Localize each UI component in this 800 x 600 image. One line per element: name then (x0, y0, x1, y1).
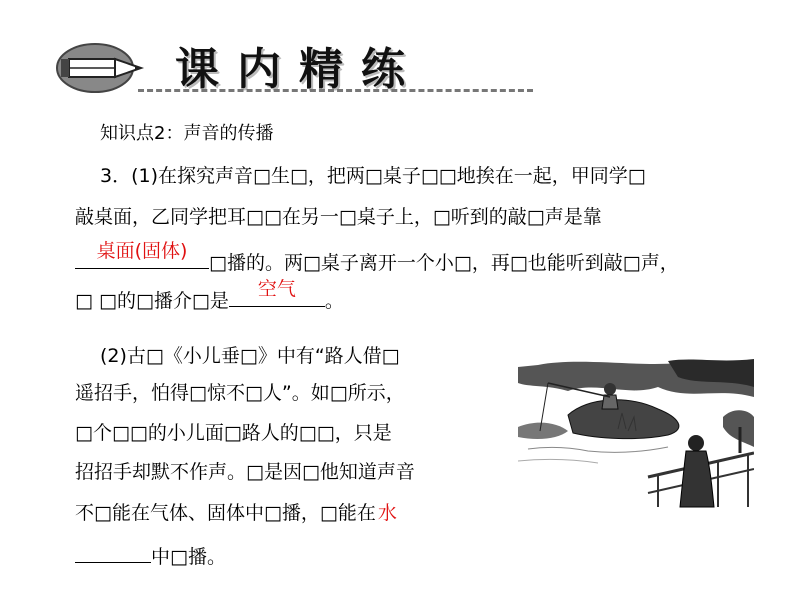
header-title: 课内精练 (175, 44, 423, 95)
header (0, 0, 800, 110)
q3-line4-end: 。 (324, 290, 344, 312)
answer-text-1: 桌面(固体) (96, 240, 188, 262)
q3-line4-text: □ □的□播介□是 (75, 290, 229, 312)
section-title: 知识点2：声音的传播 (100, 123, 274, 144)
q3p2-line3: □个□□的小儿面□路人的□□，只是 (75, 422, 392, 444)
answer-blank-3 (75, 540, 151, 563)
answer-blank-2 (229, 278, 325, 307)
q3-line3-text: □播的。两□桌子离开一个小□，再□也能听到敲□声， (209, 252, 679, 274)
pencil-icon (55, 42, 153, 94)
q3-line4 (75, 278, 344, 314)
fishing-child-illustration (518, 357, 754, 509)
header-divider (138, 89, 533, 92)
q3p2-line6 (75, 540, 226, 570)
q3p2-line4: 招招手却默不作声。□是因□他知道声音 (75, 461, 415, 483)
answer-text-3: 水 (377, 502, 397, 524)
q3p2-line2: 遥招手，怕得□惊不□人”。如□所示， (75, 382, 405, 404)
q3p2-line5 (75, 500, 397, 526)
q3p2-line5-text: 不□能在气体、固体中□播，□能在 (75, 502, 376, 524)
answer-text-2: 空气 (257, 278, 296, 300)
answer-blank-1 (75, 240, 209, 269)
q3-line1: 3．(1)在探究声音□生□，把两□桌子□□地挨在一起，甲同学□ (100, 165, 646, 187)
q3p2-line6-text: 中□播。 (151, 546, 226, 568)
q3p2-line1: (2)古□《小儿垂□》中有“路人借□ (100, 345, 400, 367)
q3-line3 (75, 240, 679, 276)
q3-line2: 敲桌面，乙同学把耳□□在另一□桌子上，□听到的敲□声是靠 (75, 206, 602, 228)
